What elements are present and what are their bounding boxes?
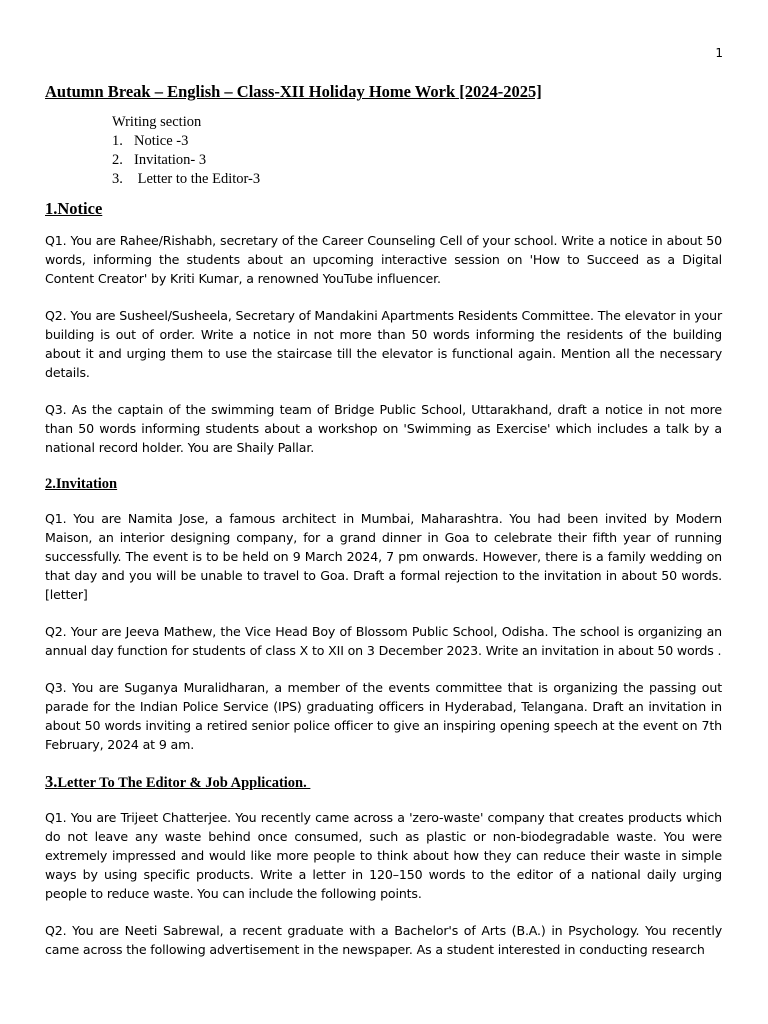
- writing-section-label: Writing section: [112, 114, 202, 130]
- document-title: Autumn Break – English – Class-XII Holiday Home Work [2024-2025]: [45, 82, 542, 101]
- letter-heading-text: Letter To The Editor & Job Application.: [57, 775, 311, 791]
- notice-question-1: Q1. You are Rahee/Rishabh, secretary of the Career Counseling Cell of your school. Write a notice in about 50 words, informing the students about an upcoming interactive session on 'How to Succeed as a Digital Content Creator' by Kriti Kumar, a renowned YouTube influencer.: [45, 233, 722, 286]
- document-body: [45, 82, 722, 959]
- invitation-question-3: Q3. You are Suganya Muralidharan, a member of the events committee that is organizing the passing out parade for the Indian Police Service (IPS) graduating officers in Hyderabad, Telangana. Draft an invitation in about 50 words inviting a retired senior police officer to give an inspiring opening speech at the event on 7th February, 2024 at 9 am.: [45, 680, 722, 752]
- notice-question-3: Q3. As the captain of the swimming team of Bridge Public School, Uttarakhand, draft a notice in not more than 50 words informing students about a workshop on 'Swimming as Exercise' which includes a talk by a national record holder. You are Shaily Pallar.: [45, 402, 722, 455]
- letter-heading-number: 3.: [45, 772, 58, 791]
- list-item-text: Letter to the Editor-3: [134, 171, 261, 187]
- list-item: [112, 132, 722, 151]
- invitation-heading: 2.Invitation: [45, 476, 118, 492]
- letter-question-1: Q1. You are Trijeet Chatterjee. You recently came across a 'zero-waste' company that creates products which do not leave any waste behind once consumed, such as plastic or non-biodegradable waste. You were extremely impressed and would like more people to think about how they can reduce their waste in simple ways by using specific products. Write a letter in 120–150 words to the editor of a national daily urging people to reduce waste. You can include the following points.: [45, 810, 722, 901]
- writing-section: [112, 113, 722, 189]
- invitation-question-2: Q2. Your are Jeeva Mathew, the Vice Head Boy of Blossom Public School, Odisha. The school is organizing an annual day function for students of class X to XII on 3 December 2023. Write an invitation in about 50 words .: [45, 624, 722, 658]
- notice-question-2: Q2. You are Susheel/Susheela, Secretary of Mandakini Apartments Residents Committee. The elevator in your building is out of order. Write a notice in not more than 50 words informing the residents of the building about it and urging them to use the staircase till the elevator is functional again. Mention all the necessary details.: [45, 308, 722, 380]
- list-item-number: 1.: [112, 133, 123, 149]
- writing-section-list: [112, 132, 722, 189]
- list-item-text: Invitation- 3: [134, 152, 207, 168]
- list-item: [112, 151, 722, 170]
- letter-question-2: Q2. You are Neeti Sabrewal, a recent graduate with a Bachelor's of Arts (B.A.) in Psychology. You recently came across the following advertisement in the newspaper. As a student interested in conducting research: [45, 923, 722, 957]
- list-item-number: 2.: [112, 152, 123, 168]
- letter-heading: [45, 772, 722, 793]
- page-number: 1: [715, 46, 723, 60]
- invitation-question-1: Q1. You are Namita Jose, a famous architect in Mumbai, Maharashtra. You had been invited by Modern Maison, an interior designing company, for a grand dinner in Goa to celebrate their fifth year of running successfully. The event is to be held on 9 March 2024, 7 pm onwards. However, there is a family wedding on that day and you will be unable to travel to Goa. Draft a formal rejection to the invitation in about 50 words. [letter]: [45, 511, 722, 602]
- list-item: [112, 170, 722, 189]
- list-item-text: Notice -3: [134, 133, 189, 149]
- notice-heading: 1.Notice: [45, 199, 103, 218]
- list-item-number: 3.: [112, 171, 123, 187]
